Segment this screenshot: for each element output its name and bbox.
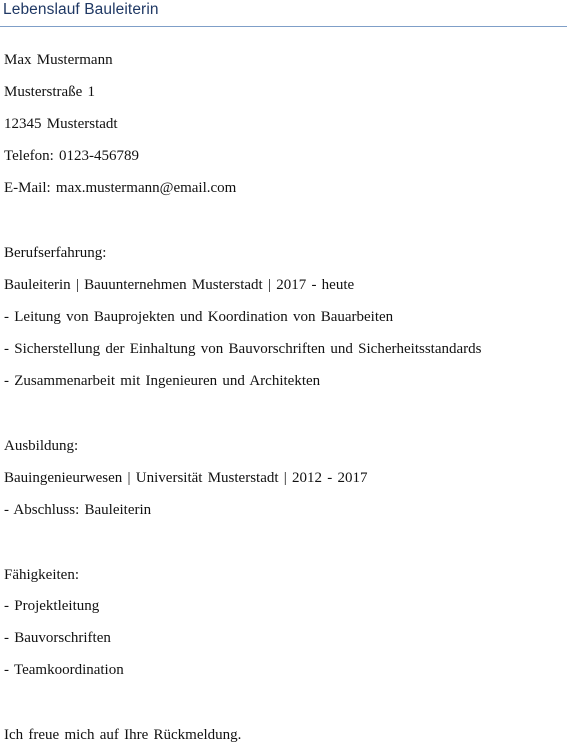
experience-heading: Berufserfahrung:: [4, 245, 107, 261]
title-underline: [0, 26, 567, 27]
contact-city: 12345 Musterstadt: [4, 116, 118, 132]
experience-item: - Leitung von Bauprojekten und Koordination von Bauarbeiten: [4, 309, 394, 325]
contact-street: Musterstraße 1: [4, 84, 96, 100]
experience-item: - Sicherstellung der Einhaltung von Bauvorschriften und Sicherheitsstandards: [4, 341, 482, 357]
document-title: Lebenslauf Bauleiterin: [3, 1, 159, 18]
document-header: [0, 0, 567, 28]
experience-position: Bauleiterin | Bauunternehmen Musterstadt | 2017 - heute: [4, 277, 355, 293]
contact-phone: Telefon: 0123-456789: [4, 148, 140, 164]
education-heading: Ausbildung:: [4, 438, 79, 454]
contact-name: Max Mustermann: [4, 52, 113, 68]
contact-email: E-Mail: max.mustermann@email.com: [4, 180, 237, 196]
skills-item: - Projektleitung: [4, 598, 100, 614]
education-item: - Abschluss: Bauleiterin: [4, 502, 152, 518]
education-degree: Bauingenieurwesen | Universität Musterstadt | 2012 - 2017: [4, 470, 368, 486]
closing-statement: Ich freue mich auf Ihre Rückmeldung.: [4, 727, 242, 743]
skills-item: - Bauvorschriften: [4, 630, 111, 646]
skills-item: - Teamkoordination: [4, 662, 124, 678]
skills-heading: Fähigkeiten:: [4, 567, 79, 583]
experience-item: - Zusammenarbeit mit Ingenieuren und Architekten: [4, 373, 321, 389]
